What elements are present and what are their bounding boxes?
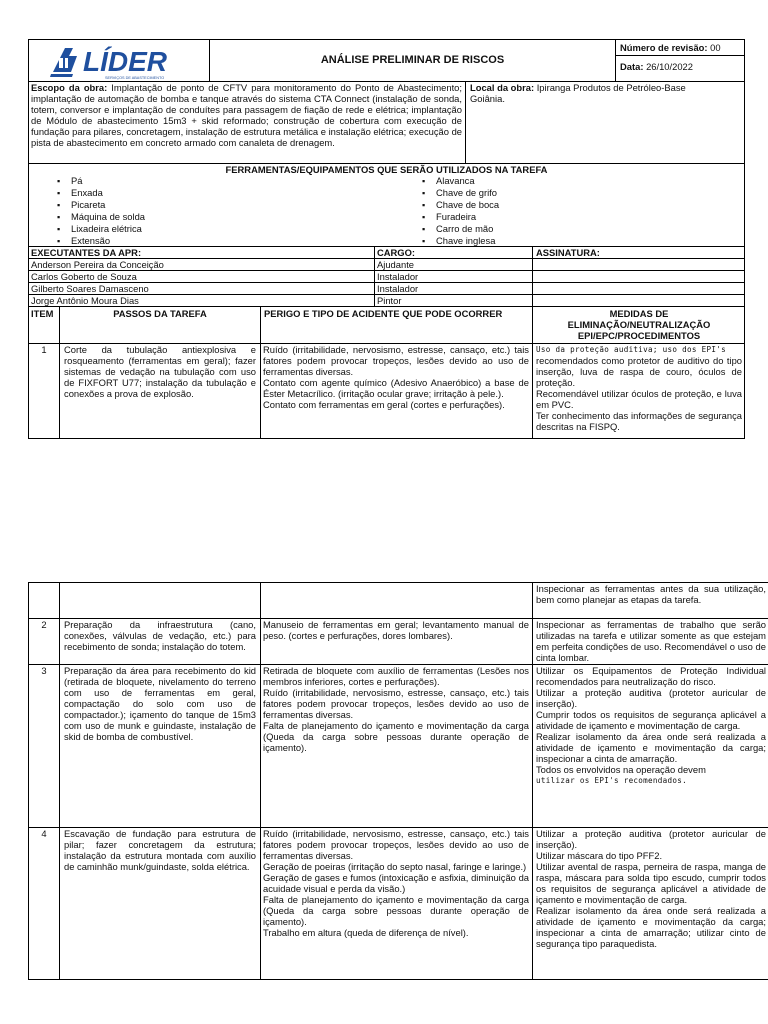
row-steps: Preparação da área para recebimento do kid (retirada de bloquete, nivelamento do terreno com uso de ferramentas em geral, compactação do solo com uso de compactador.); içamento do tanque de 15m3 com uso de munk e guindaste, instalação de skid de bomba de combustível. bbox=[64, 665, 256, 742]
row-measures: Uso da proteção auditiva; uso dos EPI's recomendados como protetor de auditivo do tipo inserção, luva de raspa de couro, óculos de proteção. Recomendável utilizar óculos de proteção, e luva em PVC. Ter conhecimento das informações de segurança descritas na FISPQ. bbox=[536, 345, 742, 432]
scope-label: Escopo da obra: bbox=[31, 82, 108, 93]
executor-name: Carlos Goberto de Souza bbox=[31, 271, 137, 282]
executor-role: Ajudante bbox=[377, 259, 415, 270]
location-cell bbox=[465, 81, 745, 164]
tool-item: ▪ Máquina de solda bbox=[29, 211, 389, 223]
executor-role: Instalador bbox=[377, 271, 419, 282]
location-label: Local da obra: bbox=[470, 82, 535, 93]
row-steps: Corte da tubulação antiexplosiva e rosqueamento (ferramentas em geral); fazer sistemas de vedação na tubulação com uso de FIXFORT U77; instalação da tubulação e conexões a prova de explosão. bbox=[64, 344, 256, 399]
location-value: Ipiranga Produtos de Petróleo-Base Goiânia. bbox=[470, 82, 686, 104]
col-measures-header: MEDIDAS DE ELIMINAÇÃO/NEUTRALIZAÇÃO EPI/EPC/PROCEDIMENTOS bbox=[567, 308, 711, 341]
row-item-number: 4 bbox=[41, 828, 47, 839]
col-item-header: ITEM bbox=[31, 308, 54, 319]
executors-col-name: EXECUTANTES DA APR: bbox=[31, 247, 142, 258]
carry-over-measures: Inspecionar as ferramentas antes da sua utilização, bem como planejar as etapas da tarefa. bbox=[536, 583, 766, 605]
tool-item: ▪ Furadeira bbox=[394, 211, 734, 223]
revision-label: Número de revisão: bbox=[620, 42, 708, 53]
tool-item: ▪ Pá bbox=[29, 175, 389, 187]
scope-text bbox=[31, 82, 462, 148]
row-steps: Escavação de fundação para estrutura de pilar; fazer concretagem da estrutura; instalação da estrutura montada com auxílio de caminhão munk/guindaste, solda elétrica. bbox=[64, 828, 256, 872]
tool-item: ▪ Extensão bbox=[29, 235, 389, 247]
row-measures: Utilizar os Equipamentos de Proteção Individual recomendados para neutralização do risco. Utilizar a proteção auditiva (protetor auricular de inserção). Cumprir todos os requisitos de segurança aplicável a atividade de içamento e movimentação de carga. Realizar isolamento da área onde será realizada a atividade de içamento e movimentação da carga; inspecionar a cinta de amarração. Todos os envolvidos na operação devem utilizar os EPI's recomendados. bbox=[536, 665, 766, 785]
scope-description: Implantação de ponto de CFTV para monitoramento do Ponto de Abastecimento; implantação de automação de bomba e tanque através do sistema CTA Connect (instalação de sonda, totem, conversor e implantação de conduítes para passagem de fiação de rede e elétrica; implantação de Módulo de abastecimento 15m3 + skid reformado; construção de cobertura com execução de fundação para pilares, concretagem, instalação de estrutura metálica e instalação elétrica; execução de pista de abastecimento em concreto armado com canaleta de drenagem. bbox=[31, 82, 462, 148]
row-hazards: Manuseio de ferramentas em geral; levantamento manual de peso. (cortes e perfurações, dores lombares). bbox=[263, 619, 529, 641]
tool-item: ▪ Carro de mão bbox=[394, 223, 734, 235]
scope-cell bbox=[28, 81, 466, 164]
logo-text: LÍDER bbox=[83, 46, 167, 77]
col-hazards-header: PERIGO E TIPO DE ACIDENTE QUE PODE OCORRER bbox=[264, 308, 503, 319]
tool-item: ▪ Alavanca bbox=[394, 175, 734, 187]
executor-role: Pintor bbox=[377, 295, 402, 306]
header-logo-cell bbox=[28, 39, 210, 82]
tools-list-left bbox=[29, 175, 389, 247]
tool-item: ▪ Chave de boca bbox=[394, 199, 734, 211]
revision-value: 00 bbox=[710, 42, 721, 53]
tool-item: ▪ Chave de grifo bbox=[394, 187, 734, 199]
row-measures: Utilizar a proteção auditiva (protetor auricular de inserção). Utilizar máscara do tipo PFF2. Utilizar avental de raspa, perneira de raspa, manga de raspa, máscara para solda tipo escudo, cumprir todos os requisitos de segurança aplicável a atividade de içamento e movimentação de carga. Realizar isolamento da área onde será realizada a atividade de içamento e movimentação da carga; inspecionar a cinta de amarração; utilizar cinto de segurança tipo paraquedista. bbox=[536, 828, 766, 949]
executor-name: Jorge Antônio Moura Dias bbox=[31, 295, 139, 306]
executor-name: Gilberto Soares Damasceno bbox=[31, 283, 149, 294]
lider-logo-icon bbox=[47, 42, 217, 82]
row-item-number: 3 bbox=[41, 665, 47, 676]
executor-role: Instalador bbox=[377, 283, 419, 294]
row-measures: Inspecionar as ferramentas de trabalho que serão utilizadas na tarefa e utilizar somente as que estejam em perfeita condições de uso. Recomendável o uso de cinta lombar. bbox=[536, 619, 766, 663]
row-hazards: Ruído (irritabilidade, nervosismo, estresse, cansaço, etc.) tais fatores podem provocar tropeços, lesões devido ao uso de ferramentas diversas. Contato com agente químico (Adesivo Anaeróbico) a base de Éster Metacrílico. (irritação ocular grave; irritação à pele.). Contato com ferramentas em geral (cortes e perfurações). bbox=[263, 344, 529, 410]
tools-list-cell bbox=[28, 175, 745, 247]
row-item-number: 2 bbox=[41, 619, 47, 630]
header-title-cell bbox=[209, 39, 616, 82]
tools-list-right bbox=[394, 175, 734, 247]
row-item-number: 1 bbox=[41, 344, 47, 355]
revision-cell bbox=[615, 39, 745, 56]
executor-name: Anderson Pereira da Conceição bbox=[31, 259, 164, 270]
tool-item: ▪ Enxada bbox=[29, 187, 389, 199]
row-hazards: Ruído (irritabilidade, nervosismo, estresse, cansaço, etc.) tais fatores podem provocar tropeços, lesões devido ao uso de ferramentas diversas. Geração de poeiras (irritação do septo nasal, faringe e laringe.) Geração de gases e fumos (intoxicação e asfixia, diminuição da acuidade visual e perda da visão.) Falta de planejamento do içamento e movimentação da carga (Queda da carga sobre pessoas durante operação de içamento). Trabalho em altura (queda de diferença de nível). bbox=[263, 828, 529, 938]
tool-item: ▪ Lixadeira elétrica bbox=[29, 223, 389, 235]
tool-item: ▪ Picareta bbox=[29, 199, 389, 211]
logo-subtitle: SERVIÇOS DE ABASTECIMENTO bbox=[105, 76, 165, 80]
risk-table bbox=[28, 306, 745, 439]
page-title: ANÁLISE PRELIMINAR DE RISCOS bbox=[320, 54, 505, 66]
risk-table-continued bbox=[28, 582, 768, 980]
executors-table bbox=[28, 246, 745, 307]
tool-item: ▪ Chave inglesa bbox=[394, 235, 734, 247]
row-hazards: Retirada de bloquete com auxílio de ferramentas (Lesões nos membros inferiores, cortes e perfurações). Ruído (irritabilidade, nervosismo, estresse, cansaço, etc.) tais fatores podem provocar tropeços, lesões devido ao uso de ferramentas diversas. Falta de planejamento do içamento e movimentação da carga (Queda da carga sobre pessoas durante operação de içamento). bbox=[263, 665, 529, 753]
row-steps: Preparação da infraestrutura (cano, conexões, válvulas de vedação, etc.) para recebimento de sonda; instalação do totem. bbox=[64, 619, 256, 652]
date-value: 26/10/2022 bbox=[646, 61, 693, 72]
executors-col-sign: ASSINATURA: bbox=[536, 247, 600, 258]
date-cell bbox=[615, 55, 745, 82]
col-steps-header: PASSOS DA TAREFA bbox=[113, 308, 207, 319]
executors-col-role: CARGO: bbox=[377, 247, 416, 258]
tools-heading: FERRAMENTAS/EQUIPAMENTOS QUE SERÃO UTILIZADOS NA TAREFA bbox=[225, 164, 548, 175]
date-label: Data: bbox=[620, 61, 644, 72]
